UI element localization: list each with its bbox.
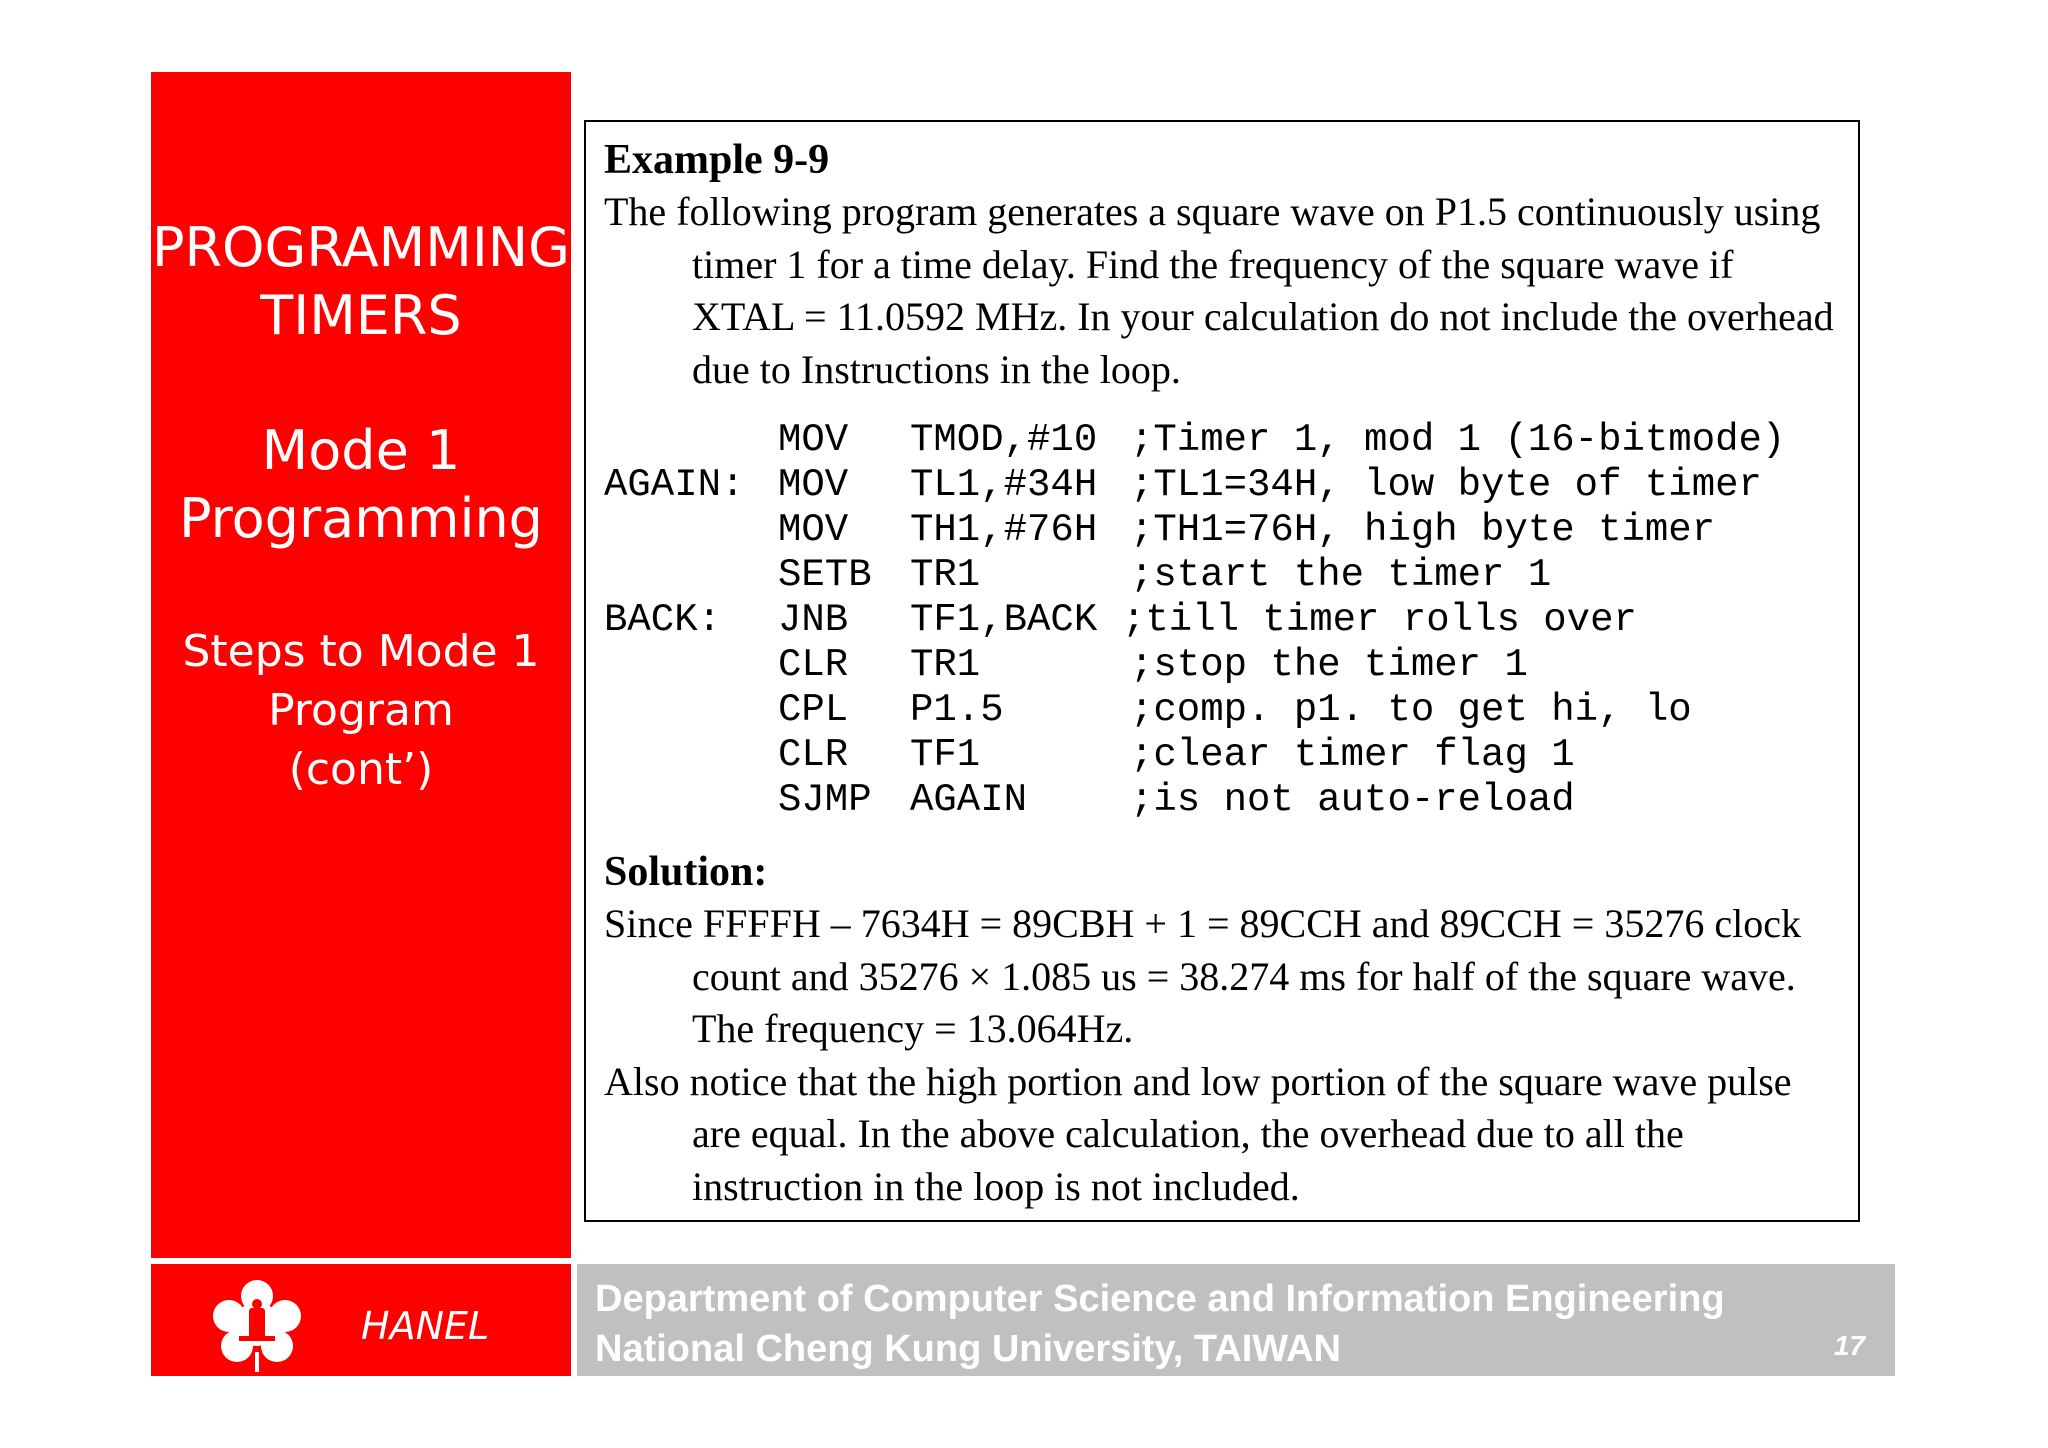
subsection-title bbox=[151, 417, 571, 553]
code-opcode: JNB bbox=[778, 598, 849, 642]
code-comment: ;Timer 1, mod 1 (16-bitmode) bbox=[1130, 418, 1786, 462]
code-operand: TH1,#76H bbox=[910, 508, 1098, 552]
code-operand: TMOD,#10 bbox=[910, 418, 1098, 462]
section-title-line2: TIMERS bbox=[260, 284, 462, 347]
code-opcode: CLR bbox=[778, 643, 849, 687]
code-opcode: MOV bbox=[778, 418, 849, 462]
code-operand: TF1 bbox=[910, 733, 981, 777]
department-line2: National Cheng Kung University, TAIWAN bbox=[595, 1328, 1341, 1370]
example-box bbox=[584, 120, 1860, 1222]
code-operand: P1.5 bbox=[910, 688, 1004, 732]
code-comment: ;is not auto-reload bbox=[1130, 778, 1575, 822]
code-operand: TF1,BACK bbox=[910, 598, 1098, 642]
code-comment: ;stop the timer 1 bbox=[1130, 643, 1528, 687]
code-line bbox=[604, 418, 1844, 463]
code-line bbox=[604, 688, 1844, 733]
code-line bbox=[604, 463, 1844, 508]
section-title-line1: PROGRAMMING bbox=[151, 216, 571, 279]
code-listing bbox=[604, 418, 1844, 823]
code-opcode: MOV bbox=[778, 508, 849, 552]
code-line bbox=[604, 733, 1844, 778]
topic-title bbox=[151, 622, 571, 799]
code-comment: ;TH1=76H, high byte timer bbox=[1130, 508, 1716, 552]
code-operand: TR1 bbox=[910, 643, 981, 687]
code-line bbox=[604, 598, 1844, 643]
problem-paragraph: The following program generates a square wave on P1.5 continuously using timer 1 for a time delay. Find the frequency of the square wave if XTAL = 11.0592 MHz. In your calculation do not include the overhead due to Instructions in the loop. bbox=[604, 189, 1834, 392]
solution-title: Solution: bbox=[604, 849, 768, 895]
code-opcode: CLR bbox=[778, 733, 849, 777]
department-name bbox=[595, 1274, 1725, 1374]
subsection-title-line2: Programming bbox=[179, 487, 543, 550]
section-title bbox=[151, 214, 571, 350]
code-opcode: CPL bbox=[778, 688, 849, 732]
code-opcode: MOV bbox=[778, 463, 849, 507]
code-comment: ;clear timer flag 1 bbox=[1130, 733, 1575, 777]
code-comment: ;till timer rolls over bbox=[1122, 598, 1637, 642]
code-comment: ;TL1=34H, low byte of timer bbox=[1130, 463, 1762, 507]
sidebar-panel bbox=[151, 72, 571, 1258]
code-label: AGAIN: bbox=[604, 463, 745, 507]
code-opcode: SETB bbox=[778, 553, 872, 597]
page-number: 17 bbox=[1833, 1330, 1865, 1361]
topic-title-line2: Program bbox=[268, 685, 454, 736]
code-comment: ;comp. p1. to get hi, lo bbox=[1130, 688, 1692, 732]
solution-text bbox=[604, 898, 1844, 1213]
department-line1: Department of Computer Science and Information Engineering bbox=[595, 1278, 1725, 1320]
code-label: BACK: bbox=[604, 598, 722, 642]
solution-paragraph: Since FFFFH – 7634H = 89CBH + 1 = 89CCH and 89CCH = 35276 clock count and 35276 × 1.085 us = 38.274 ms for half of the square wave. The frequency = 13.064Hz. bbox=[604, 901, 1801, 1051]
author-name: HANEL bbox=[361, 1304, 490, 1348]
subsection-title-line1: Mode 1 bbox=[261, 419, 461, 482]
footer-author-panel bbox=[151, 1264, 571, 1376]
problem-statement bbox=[604, 186, 1844, 396]
code-line bbox=[604, 778, 1844, 823]
example-title: Example 9-9 bbox=[604, 137, 830, 183]
topic-title-line3: (cont’) bbox=[288, 744, 434, 795]
solution-paragraph: Also notice that the high portion and low portion of the square wave pulse are equal. In the above calculation, the overhead due to all the instruction in the loop is not included. bbox=[604, 1058, 1792, 1209]
topic-title-line1: Steps to Mode 1 bbox=[182, 626, 540, 677]
code-line bbox=[604, 553, 1844, 598]
code-operand: TL1,#34H bbox=[910, 463, 1098, 507]
code-line bbox=[604, 508, 1844, 553]
footer-department-panel bbox=[577, 1264, 1895, 1376]
code-line bbox=[604, 643, 1844, 688]
code-comment: ;start the timer 1 bbox=[1130, 553, 1552, 597]
university-logo-icon bbox=[199, 1274, 315, 1374]
code-opcode: SJMP bbox=[778, 778, 872, 822]
code-operand: TR1 bbox=[910, 553, 981, 597]
code-operand: AGAIN bbox=[910, 778, 1028, 822]
